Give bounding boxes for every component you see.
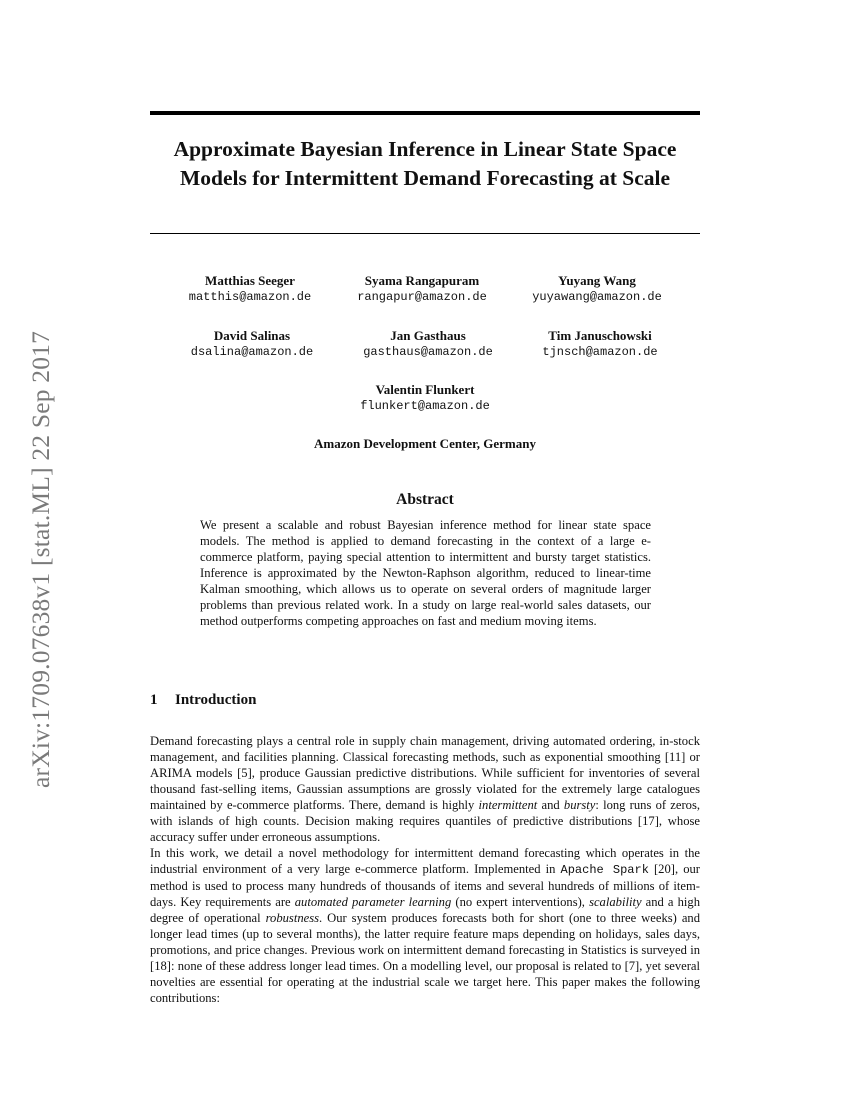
author-email: tjnsch@amazon.de xyxy=(542,345,658,359)
emphasis-text: robustness xyxy=(265,911,320,925)
author-name: David Salinas xyxy=(213,328,291,343)
author-name: Jan Gasthaus xyxy=(390,328,466,343)
text-run: In this work, we detail a novel methodology for intermittent demand forecasting which operates in the industrial environment of a very large e-commerce platform. Implemented in xyxy=(150,846,700,876)
emphasis-text: scalability xyxy=(589,895,642,909)
section-title: Introduction xyxy=(175,692,257,708)
author-name: Tim Januschowski xyxy=(548,328,652,343)
author-name: Valentin Flunkert xyxy=(375,382,475,397)
text-run: Demand forecasting plays a central role in supply chain management, driving automated ordering, in-stock management, and facilities planning. Classical forecasting methods, such as exponential smoothing [11] or ARIMA models [5], produce Gaussian predictive distributions. While sufficient for inventories of several thousand fast-selling items, Gaussian assumptions are grossly violated for the extremely large catalogues maintained by e-commerce platforms. There, demand is highly xyxy=(150,734,700,812)
author-email: matthis@amazon.de xyxy=(188,290,312,304)
author-email: yuyawang@amazon.de xyxy=(532,290,662,304)
author-block xyxy=(322,273,522,305)
author-email: dsalina@amazon.de xyxy=(190,345,314,359)
author-block xyxy=(152,328,352,360)
abstract-heading: Abstract xyxy=(396,491,454,508)
text-run: and xyxy=(537,798,564,812)
abstract-text: We present a scalable and robust Bayesian inference method for linear state space models. The method is applied to demand forecasting in the context of a large e-commerce platform, paying special attention to intermittent and bursty target statistics. Inference is approximated by the Newton-Raphson algorithm, reduced to linear-time Kalman smoothing, which allows us to operate on several orders of magnitude larger problems than previous related work. In a study on large real-world sales datasets, our method outperforms competing approaches on fast and medium moving items. xyxy=(200,518,651,628)
author-block xyxy=(497,273,697,305)
text-run: (no expert interventions), xyxy=(451,895,590,909)
emphasis-text: intermittent xyxy=(478,798,538,812)
emphasis-text: bursty xyxy=(563,798,596,812)
title-bottom-rule xyxy=(150,233,700,234)
author-email: gasthaus@amazon.de xyxy=(363,345,493,359)
text-run: : long runs of zeros, with islands of high counts. Decision making requires quantiles of predictive distributions [17], whose accuracy suffer under erroneous assumptions. xyxy=(150,798,700,844)
author-block xyxy=(328,328,528,360)
arxiv-identifier-stamp: arXiv:1709.07638v1 [stat.ML] 22 Sep 2017 xyxy=(26,330,55,788)
author-email: rangapur@amazon.de xyxy=(357,290,487,304)
intro-paragraph-1 xyxy=(150,733,700,845)
text-run: . Our system produces forecasts both for short (one to three weeks) and longer lead times (up to several months), the latter require feature maps depending on holidays, sales days, promotions, and price changes. Previous work on intermittent demand forecasting in Statistics is surveyed in [18]: none of these address longer lead times. On a modelling level, our proposal is related to [7], yet several novelties are essential for operating at the industrial scale we target here. This paper makes the following contributions: xyxy=(150,911,700,1005)
emphasis-text: automated parameter learning xyxy=(294,895,452,909)
title-top-rule xyxy=(150,111,700,115)
author-name: Syama Rangapuram xyxy=(364,273,480,288)
section-number: 1 xyxy=(150,692,158,708)
author-block xyxy=(150,273,350,305)
author-block xyxy=(325,382,525,414)
author-name: Matthias Seeger xyxy=(205,273,295,288)
code-text: Apache Spark xyxy=(560,863,649,877)
author-block xyxy=(500,328,700,360)
author-name: Yuyang Wang xyxy=(558,273,636,288)
paper-title: Approximate Bayesian Inference in Linear State Space Models for Intermittent Demand Forecasting at Scale xyxy=(173,137,677,190)
section-heading xyxy=(150,692,256,709)
text-run: and a high degree of operational xyxy=(150,895,701,925)
text-run: [20], our method is used to process many hundreds of thousands of items and several hundreds of millions of item-days. Key requirements are xyxy=(150,862,700,909)
author-email: flunkert@amazon.de xyxy=(360,399,490,413)
author-affiliation: Amazon Development Center, Germany xyxy=(314,436,536,451)
intro-paragraph-2 xyxy=(150,845,700,1006)
